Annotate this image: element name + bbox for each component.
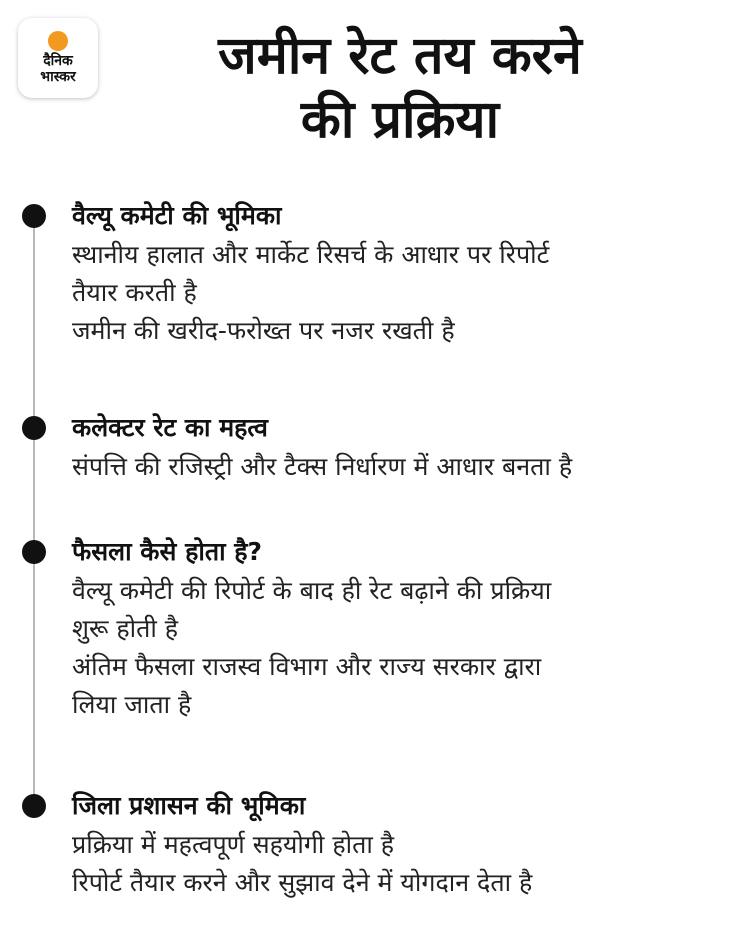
section-text: लिया जाता है — [72, 690, 192, 719]
section-collector-rate — [20, 408, 710, 486]
section-text: शुरू होती है — [72, 614, 179, 643]
section-text: संपत्ति की रजिस्ट्री और टैक्स निर्धारण में आधार बनता है — [72, 452, 573, 481]
logo-text-line2: भास्कर — [40, 69, 76, 85]
section-decision — [20, 532, 710, 724]
section-value-committee — [20, 196, 710, 350]
section-heading: कलेक्टर रेट का महत्व — [72, 413, 268, 442]
section-text: रिपोर्ट तैयार करने और सुझाव देने में योगदान देता है — [72, 868, 533, 897]
section-text: वैल्यू कमेटी की रिपोर्ट के बाद ही रेट बढ़ाने की प्रक्रिया — [72, 576, 552, 605]
section-text: स्थानीय हालात और मार्केट रिसर्च के आधार पर रिपोर्ट — [72, 240, 550, 269]
bullet-dot — [22, 204, 46, 228]
section-text: जमीन की खरीद-फरोख्त पर नजर रखती है — [72, 316, 455, 345]
section-text: तैयार करती है — [72, 278, 197, 307]
section-district-admin — [20, 786, 710, 902]
section-heading: जिला प्रशासन की भूमिका — [72, 791, 306, 820]
section-text: प्रक्रिया में महत्वपूर्ण सहयोगी होता है — [72, 830, 395, 859]
section-heading: वैल्यू कमेटी की भूमिका — [72, 201, 282, 230]
section-text: अंतिम फैसला राजस्व विभाग और राज्य सरकार द्वारा — [72, 652, 542, 681]
section-heading: फैसला कैसे होता है? — [72, 537, 263, 566]
title-line1: जमीन रेट तय करने — [218, 26, 582, 86]
sun-icon — [48, 31, 68, 51]
bullet-dot — [22, 540, 46, 564]
page-title — [110, 24, 690, 152]
logo-text-line1: दैनिक — [43, 53, 73, 69]
bullet-dot — [22, 416, 46, 440]
dainik-bhaskar-logo — [18, 18, 98, 98]
bullet-dot — [22, 794, 46, 818]
title-line2: की प्रक्रिया — [300, 90, 500, 150]
